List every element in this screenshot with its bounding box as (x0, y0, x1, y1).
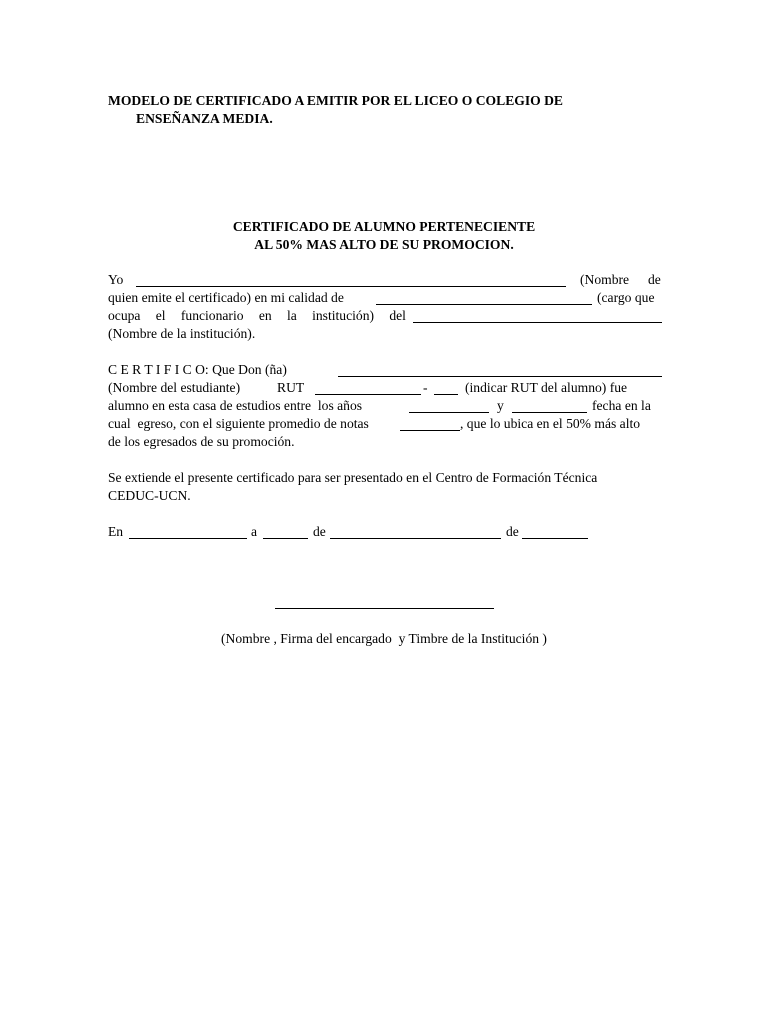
p3-line-1: Se extiende el presente certificado para ser presentado en el Centro de Formación Técnica (108, 470, 598, 485)
p1-yo: Yo (108, 272, 124, 287)
blank-institution (413, 322, 662, 323)
p2-line-3c: fecha en la (592, 398, 651, 413)
blank-rut (315, 394, 421, 395)
blank-year (522, 538, 588, 539)
blank-student-name (338, 376, 662, 377)
blank-grade-average (400, 430, 460, 431)
signature-line (275, 608, 494, 609)
p2-line-3a: alumno en esta casa de estudios entre los años (108, 398, 363, 413)
p1-word: del (389, 308, 406, 323)
p2-line-2b: RUT (277, 380, 305, 395)
date-en: En (108, 524, 124, 539)
date-a: a (251, 524, 258, 539)
date-de-2: de (506, 524, 519, 539)
p1-word: el (155, 308, 166, 323)
blank-day (263, 538, 308, 539)
p2-line-2c: - (423, 380, 428, 395)
p1-line-4: (Nombre de la institución). (108, 326, 256, 341)
p1-line-2a: quien emite el certificado) en mi calidad de (108, 290, 344, 305)
blank-position (376, 304, 592, 305)
blank-year-to (512, 412, 587, 413)
p1-word: institución) (312, 308, 375, 323)
p2-line-3b: y (497, 398, 504, 413)
p1-nombre: (Nombre (580, 272, 630, 287)
blank-issuer-name (136, 286, 566, 287)
p2-line-4a: cual egreso, con el siguiente promedio de notas (108, 416, 369, 431)
signature-caption: (Nombre , Firma del encargado y Timbre de la Institución ) (221, 631, 547, 646)
title-line-2: AL 50% MAS ALTO DE SU PROMOCION. (254, 237, 514, 252)
p2-certifico: C E R T I F I C O: Que Don (ña) (108, 362, 287, 377)
header-line-2: ENSEÑANZA MEDIA. (136, 111, 273, 126)
p2-line-5: de los egresados de su promoción. (108, 434, 295, 449)
p1-word: ocupa (108, 308, 141, 323)
p1-word: en (258, 308, 272, 323)
p2-line-2a: (Nombre del estudiante) (108, 380, 241, 395)
title-line-1: CERTIFICADO DE ALUMNO PERTENECIENTE (232, 219, 536, 234)
p1-word: la (286, 308, 297, 323)
blank-year-from (409, 412, 489, 413)
header-line-1: MODELO DE CERTIFICADO A EMITIR POR EL LICEO O COLEGIO DE (108, 93, 563, 108)
p1-line-2b: (cargo que (597, 290, 655, 305)
p1-word: funcionario (180, 308, 244, 323)
p2-line-4b: , que lo ubica en el 50% más alto (460, 416, 641, 431)
blank-rut-dv (434, 394, 458, 395)
p1-line-3 (108, 307, 406, 325)
date-de-1: de (313, 524, 326, 539)
p3-line-2: CEDUC-UCN. (108, 488, 191, 503)
p1-de: de (648, 272, 661, 287)
blank-city (129, 538, 247, 539)
p2-line-2d: (indicar RUT del alumno) fue (465, 380, 628, 395)
blank-month (330, 538, 501, 539)
